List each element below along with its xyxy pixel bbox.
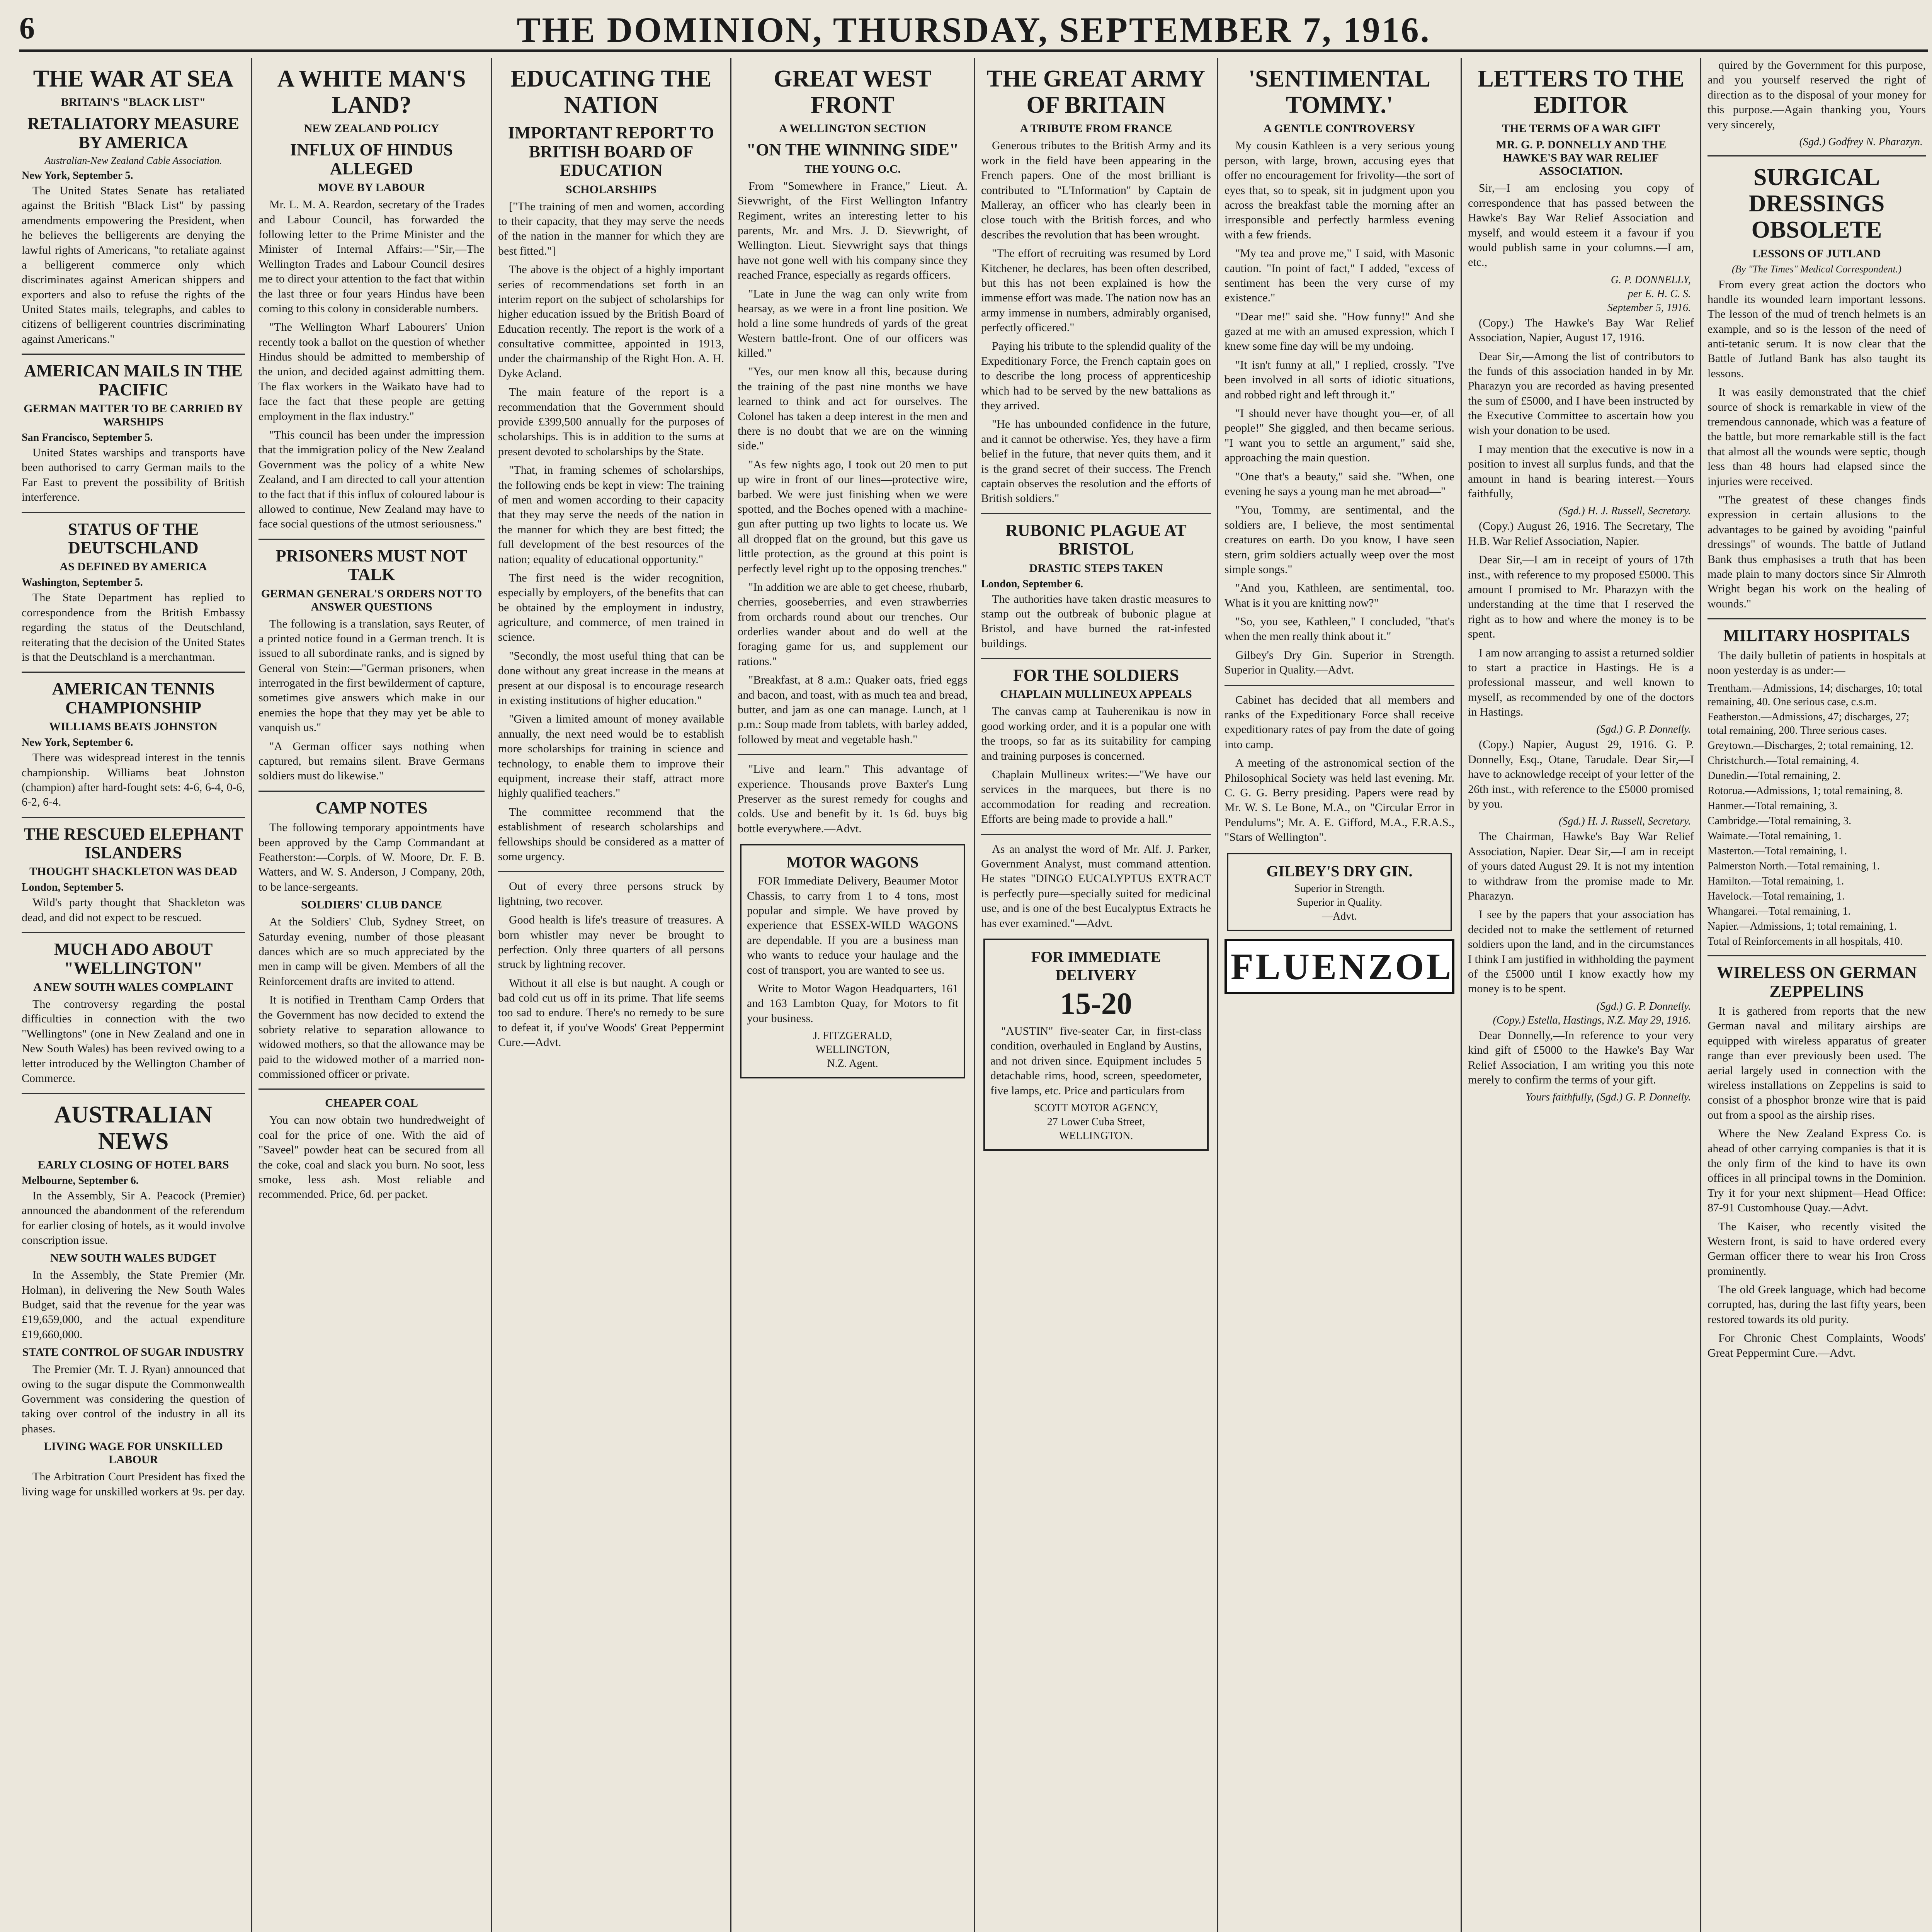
subhead: A WELLINGTON SECTION	[779, 122, 926, 135]
headline-educating: EDUCATING THE NATION	[510, 66, 712, 119]
subhead: GERMAN MATTER TO BE CARRIED BY WARSHIPS	[24, 402, 243, 429]
divider	[981, 513, 1211, 514]
dateline: Washington, September 5.	[22, 577, 143, 589]
letter-paragraph: Dear Sir,—Among the list of contributors to the funds of this association handed in by Mr. Pharazyn you are recorded as having presented the sum of £5000, and I have been instructed by the Executive Committee to ascertain how you wish your donation to be used.	[1468, 350, 1694, 437]
article-paragraph: The Kaiser, who recently visited the Western front, is said to have ordered every German officer there to wear his Iron Cross prominently.	[1708, 1220, 1926, 1277]
letter-paragraph: I am now arranging to assist a returned soldier to start a practice in Hastings. He is a professional masseur, and well known to myself, as recommended by one of the doctors in Hastings.	[1468, 646, 1694, 719]
article-paragraph: The first need is the wider recognition, especially by employers, of the benefits that can be obtained by the employment in industry, agriculture, and commerce, of men trained in science.	[498, 571, 724, 644]
ad-line: Superior in Strength.	[1294, 882, 1385, 895]
article-paragraph: The United States Senate has retaliated against the British "Black List" by passing amendments empowering the President, when he believes the belligerents are denying the lawful rights of Americans, "to retaliate against a belligerent commerce only which discriminates against American shippers and exporters and also to refuse the rights of the United States mails, telegraphs, and cables to citizens of belligerent countries discriminating against Americans."	[22, 184, 245, 345]
letter-paragraph: Dear Donnelly,—In reference to your very kind gift of £5000 to the Hawke's Bay War Relief Association, I am writing you this note merely to confirm the terms of your gift.	[1468, 1029, 1694, 1086]
fluenzol-advertisement: FLUENZOL	[1225, 939, 1454, 994]
subhead: PRISONERS MUST NOT TALK	[276, 546, 468, 584]
article-paragraph: "So, you see, Kathleen," I concluded, "that's when the men really think about it."	[1225, 615, 1454, 643]
column-great-army	[974, 58, 1217, 1932]
subhead: SOLDIERS' CLUB DANCE	[301, 898, 442, 912]
article-paragraph: "You, Tommy, are sentimental, and the soldiers are, I believe, the most sentimental creatures on earth. Do you know, I have seen stern, grim soldiers actually weep over the most simple songs."	[1225, 503, 1454, 576]
subhead: STATUS OF THE DEUTSCHLAND	[68, 519, 199, 557]
ad-title: MOTOR WAGONS	[786, 854, 919, 871]
article-paragraph: "I should never have thought you—er, of all people!" She giggled, and then became serious. "I want you to settle an argument," said she, approaching the main question.	[1225, 407, 1454, 464]
ad-signature: 27 Lower Cuba Street,	[1047, 1116, 1145, 1128]
headline-war-at-sea: THE WAR AT SEA	[33, 66, 234, 92]
page-number: 6	[19, 11, 35, 45]
article-paragraph: "My tea and prove me," I said, with Masonic caution. "In point of fact," I added, "excess of sentiment has been the very curse of my existence."	[1225, 247, 1454, 304]
divider	[738, 754, 968, 755]
column-war-at-sea	[15, 58, 251, 1932]
signature: (Sgd.) H. J. Russell, Secretary.	[1559, 815, 1691, 828]
article-paragraph: The Arbitration Court President has fixed the living wage for unskilled workers at 9s. per day.	[22, 1470, 245, 1498]
article-paragraph: "Secondly, the most useful thing that can be done without any great increase in the means at present at our disposal is to encourage research in existing institutions of higher education."	[498, 649, 724, 707]
divider	[259, 791, 485, 792]
signature: (Sgd.) G. P. Donnelly.	[1596, 1000, 1691, 1012]
subhead: GERMAN GENERAL'S ORDERS NOT TO ANSWER QUESTIONS	[261, 587, 482, 613]
subhead: AMERICAN TENNIS CHAMPIONSHIP	[52, 679, 215, 717]
article-paragraph: It was easily demonstrated that the chief source of shock is remarkable in view of the tremendous cannonade, which was a feature of the battle, but more remarkable still is the fact that almost all the wounds were septic, though less than 48 hours had elapsed since the injuries were received.	[1708, 386, 1926, 488]
headline-letters: LETTERS TO THE EDITOR	[1478, 66, 1684, 119]
divider	[259, 539, 485, 540]
dateline: New York, September 6.	[22, 736, 133, 749]
headline-surgical-dressings: SURGICAL DRESSINGS OBSOLETE	[1748, 164, 1885, 243]
subhead: "ON THE WINNING SIDE"	[746, 140, 959, 160]
divider	[498, 871, 724, 872]
subhead: LESSONS OF JUTLAND	[1752, 247, 1881, 260]
divider	[22, 1093, 245, 1094]
subhead: IMPORTANT REPORT TO BRITISH BOARD OF EDUCATION	[508, 123, 714, 180]
ad-line: —Advt.	[1322, 910, 1357, 922]
list-item: Napier.—Admissions, 1; total remaining, 1.	[1708, 920, 1897, 933]
ad-paragraph: FOR Immediate Delivery, Beaumer Motor Chassis, to carry from 1 to 4 tons, most popular and simple. We have proved by experience that ESSEX-WILD WAGONS are dependable. If you are a business man who wants to reduce your haulage and the cost of transport, you are wanted to see us.	[747, 874, 958, 976]
subhead: STATE CONTROL OF SUGAR INDUSTRY	[22, 1346, 245, 1359]
advertisement-text: Where the New Zealand Express Co. is ahead of other carrying companies is that it is the only firm of the kind to have its own offices in all principal towns in the Dominion. Try it for your next shipment—Head Office: 87-91 Customhouse Quay.—Advt.	[1708, 1127, 1926, 1214]
subhead: THE YOUNG O.C.	[804, 162, 901, 175]
article-paragraph: "The Wellington Wharf Labourers' Union recently took a ballot on the question of whether Hindus should be admitted to membership of the union, and decided against admitting them. The flax workers in the Waikato have had to face the fact that these people are getting employment in the flax industry."	[259, 321, 485, 423]
article-paragraph: The canvas camp at Tauherenikau is now in good working order, and it is a popular one with the troops, so far as its suitability for camping and training purposes is concerned.	[981, 705, 1211, 762]
signature: (Sgd.) Godfrey N. Pharazyn.	[1799, 136, 1923, 148]
subhead: CHAPLAIN MULLINEUX APPEALS	[1000, 688, 1192, 701]
subhead: THOUGHT SHACKLETON WAS DEAD	[29, 865, 237, 878]
subhead: A GENTLE CONTROVERSY	[1263, 122, 1416, 135]
article-paragraph: It is notified in Trentham Camp Orders that the Government has now decided to extend the sobriety relative to separation allowance to widowed mothers, so that the allowance may be paid to the widowed mother of a married non-commissioned officer or private.	[259, 993, 485, 1081]
ad-title: GILBEY'S DRY GIN.	[1266, 862, 1413, 880]
divider	[1225, 685, 1454, 686]
article-paragraph: Out of every three persons struck by lightning, two recover.	[498, 880, 724, 908]
signature: Yours faithfully, (Sgd.) G. P. Donnelly.	[1526, 1091, 1691, 1104]
newspaper-title: THE DOMINION, THURSDAY, SEPTEMBER 7, 1916.	[517, 10, 1431, 49]
article-paragraph: In the Assembly, Sir A. Peacock (Premier) announced the abandonment of the referendum for earlier closing of hotels, as it would involve conscription issue.	[22, 1189, 245, 1247]
divider	[22, 512, 245, 513]
article-paragraph: It is gathered from reports that the new German naval and military airships are equipped with wireless apparatus of greater range than ever previously been used. The aerial largely used in connection with the wireless installations on Zeppelins is said to consist of a phosphor bronze wire that is paid out from a spool as the airship rises.	[1708, 1005, 1926, 1121]
list-item: Dunedin.—Total remaining, 2.	[1708, 770, 1841, 782]
letter-paragraph: Sir,—I am enclosing you copy of correspondence that has passed between the Hawke's Bay War Relief Association and myself, and would esteem it a favour if you would publish same in your columns.—I am, etc.,	[1468, 182, 1694, 269]
divider	[259, 1088, 485, 1090]
gilbeys-gin-advertisement	[1227, 853, 1452, 931]
headline-australian-news: AUSTRALIAN NEWS	[54, 1102, 213, 1155]
subhead: THE RESCUED ELEPHANT ISLANDERS	[24, 824, 243, 862]
letter-paragraph: (Copy.) Napier, August 29, 1916. G. P. Donnelly, Esq., Otane, Tarudale. Dear Sir,—I have to acknowledge receipt of your letter of the 26th inst., with reference to the £5000 promised by you.	[1468, 738, 1694, 811]
subhead: FOR THE SOLDIERS	[1013, 666, 1179, 685]
headline-white-mans-land: A WHITE MAN'S LAND?	[277, 66, 466, 119]
advertisement-text: "Live and learn." This advantage of experience. Thousands prove Baxter's Lung Preserver as the surest remedy for coughs and colds. Use and benefit by it. 1s 6d. buys big bottle everywhere.—Advt.	[738, 763, 968, 835]
article-paragraph: The main feature of the report is a recommendation that the Government should provide £399,500 annually for the purposes of scholarships. This is in addition to the sums at present devoted to scholarships by the State.	[498, 386, 724, 458]
list-item: Masterton.—Total remaining, 1.	[1708, 845, 1847, 857]
ad-title: FOR IMMEDIATE DELIVERY	[1031, 948, 1161, 984]
divider	[22, 932, 245, 933]
letter-paragraph: quired by the Government for this purpose, and you yourself reserved the right of direction as to the disposal of your money for this purpose.—Again thanking you, Yours very sincerely,	[1708, 59, 1926, 131]
article-paragraph: "The greatest of these changes finds expression in certain allusions to the advantages to be gained by avoiding "painful dressings" of wounds. The battle of Jutland Bank thus emphasises a truth that has been made plain to many doctors since Sir Almroth Wright began his work on the healing of wounds."	[1708, 493, 1926, 610]
article-paragraph: "The effort of recruiting was resumed by Lord Kitchener, he declares, has been often described, but this has not been explained is how the immense effort was made. The nation now has an army immense in numbers, admirably organised, perfectly officered."	[981, 247, 1211, 334]
ad-signature: WELLINGTON,	[815, 1044, 890, 1056]
article-paragraph: Without it all else is but naught. A cough or bad cold cut us off in its prime. That life seems too sad to endure. There's no remedy to be sure to defeat it, if you've Woods' Great Peppermint Cure.—Advt.	[498, 976, 724, 1049]
subhead: RETALIATORY MEASURE BY AMERICA	[27, 114, 240, 152]
dateline: London, September 6.	[981, 578, 1083, 590]
subhead: INFLUX OF HINDUS ALLEGED	[290, 140, 453, 178]
letter-paragraph: (Copy.) The Hawke's Bay War Relief Association, Napier, August 17, 1916.	[1468, 316, 1694, 344]
list-item: Rotorua.—Admissions, 1; total remaining, 8.	[1708, 785, 1903, 797]
article-paragraph: "Given a limited amount of money available annually, the next need would be to establish more scholarships for training in science and technology, to enable them to improve their equipment, increase their staff, attract more highly qualified teachers."	[498, 713, 724, 800]
motor-wagons-advertisement	[740, 844, 965, 1078]
ad-signature: J. FITZGERALD,	[813, 1030, 892, 1042]
letter-paragraph: Dear Sir,—I am in receipt of yours of 17th inst., with reference to my proposed £5000. This amount I promised to Mr. Pharazyn with the understanding at the time that I reserved the right as to how and where the money is to be spent.	[1468, 553, 1694, 641]
subhead: RUBONIC PLAGUE AT BRISTOL	[1005, 520, 1187, 559]
subhead: AMERICAN MAILS IN THE PACIFIC	[24, 361, 243, 399]
subhead: CAMP NOTES	[315, 798, 428, 817]
article-paragraph: A meeting of the astronomical section of the Philosophical Society was held last evening. Mr. C. G. G. Berry presiding. Papers were read by Mr. W. S. Le Bone, M.A., on "Circular Error in Pendulums"; Mr. A. E. Gifford, M.A., F.R.A.S., "Stars of Wellington".	[1225, 757, 1454, 844]
ad-signature: N.Z. Agent.	[827, 1058, 878, 1070]
subhead: DRASTIC STEPS TAKEN	[1029, 561, 1163, 575]
column-educating	[491, 58, 730, 1932]
subhead: MOVE BY LABOUR	[318, 181, 425, 194]
headline-sentimental-tommy: 'SENTIMENTAL TOMMY.'	[1248, 66, 1430, 119]
list-item: Hanmer.—Total remaining, 3.	[1708, 800, 1838, 812]
advertisement-text: Gilbey's Dry Gin. Superior in Strength. Superior in Quality.—Advt.	[1225, 648, 1454, 677]
byline: (By "The Times" Medical Correspondent.)	[1732, 263, 1901, 275]
list-item: Total of Reinforcements in all hospitals, 410.	[1708, 935, 1903, 948]
subhead: AS DEFINED BY AMERICA	[60, 560, 207, 573]
article-paragraph: "And you, Kathleen, are sentimental, too. What is it you are knitting now?"	[1225, 582, 1454, 609]
subhead: CHEAPER COAL	[325, 1097, 418, 1110]
subhead: NEW SOUTH WALES BUDGET	[50, 1252, 216, 1265]
article-paragraph: Cabinet has decided that all members and ranks of the Expeditionary Force shall receive expeditionary rates of pay from the date of going into camp.	[1225, 693, 1454, 751]
article-paragraph: Mr. L. M. A. Reardon, secretary of the Trades and Labour Council, has forwarded the following letter to the Prime Minister and the Minister of Internal Affairs:—"Sir,—The Wellington Trades and Labour Council desires me to direct your attention to the fact that within the last three or four years Hindus have been coming to this colony in considerable numbers.	[259, 198, 485, 315]
column-surgical-dressings	[1700, 58, 1932, 1932]
subhead: BRITAIN'S "BLACK LIST"	[61, 96, 206, 109]
article-paragraph: "A German officer says nothing when captured, but remains silent. Brave Germans soldiers must do likewise."	[259, 740, 485, 782]
article-paragraph: ["The training of men and women, according to their capacity, that they may serve the needs of the nation in the manner for which they are best fitted."]	[498, 200, 724, 257]
article-paragraph: United States warships and transports have been authorised to carry German mails to the Far East to prevent the possibility of British interference.	[22, 446, 245, 504]
headline-great-army: THE GREAT ARMY OF BRITAIN	[986, 66, 1206, 119]
article-paragraph: "Yes, our men know all this, because during the training of the past nine months we have learned to think and act for ourselves. The Colonel has taken a deep interest in the men and there is no doubt that we are on the winning side."	[738, 365, 968, 452]
subhead: WILLIAMS BEATS JOHNSTON	[49, 720, 218, 733]
article-paragraph: Wild's party thought that Shackleton was dead, and did not expect to be rescued.	[22, 896, 245, 924]
article-paragraph: "This council has been under the impression that the immigration policy of the New Zealand Government was the policy of a white New Zealand, and I am directed to call your attention to the fact that if this influx of coloured labour is allowed to continue, New Zealand may have to face social questions of the utmost seriousness."	[259, 429, 485, 531]
article-paragraph: "It isn't funny at all," I replied, crossly. "I've been involved in all sorts of idiotic situations, and robbed right and left through it."	[1225, 358, 1454, 401]
list-item: Trentham.—Admissions, 14; discharges, 10; total remaining, 40. One serious case, c.s.m.	[1708, 682, 1923, 708]
divider	[981, 658, 1211, 659]
dateline: New York, September 5.	[22, 169, 133, 182]
list-item: Whangarei.—Total remaining, 1.	[1708, 905, 1851, 918]
hospital-list	[1708, 682, 1926, 948]
article-paragraph: The above is the object of a highly important series of recommendations set forth in an interim report on the subject of scholarships for higher education issued by the British Board of Education recently. The report is the work of a consultative committee, appointed in 1913, under the chairmanship of the Right Hon. A. H. Dyke Acland.	[498, 263, 724, 380]
dateline: Melbourne, September 6.	[22, 1174, 139, 1187]
list-item: Featherston.—Admissions, 47; discharges, 27; total remaining, 200. Three serious cases.	[1708, 711, 1910, 737]
advertisement-text: As an analyst the word of Mr. Alf. J. Parker, Government Analyst, must command attention. He states "DINGO EUCALYPTUS EXTRACT is perfectly pure—specially suited for medicinal use, and is one of the best Eucalyptus Extracts he has ever examined."—Advt.	[981, 842, 1211, 930]
article-paragraph: The following temporary appointments have been approved by the Camp Commandant at Featherston:—Corpls. of W. Moore, Dr. F. B. Watters, and W. S. Anderson, J Company, 20th, to be lance-sergeants.	[259, 821, 485, 893]
article-paragraph: From every great action the doctors who handle its wounded learn important lessons. The lesson of the mud of trench helmets is an example, and so is the lesson of the need of anti-tetanic serum. It is now clear that the Battle of Jutland Bank has also taught its lessons.	[1708, 278, 1926, 380]
list-item: Cambridge.—Total remaining, 3.	[1708, 815, 1852, 827]
article-paragraph: The daily bulletin of patients in hospitals at noon yesterday is as under:—	[1708, 649, 1926, 677]
masthead	[19, 7, 1928, 52]
list-item: Palmerston North.—Total remaining, 1.	[1708, 860, 1880, 872]
subhead: WIRELESS ON GERMAN ZEPPELINS	[1716, 963, 1917, 1001]
article-paragraph: Generous tributes to the British Army and its work in the field have been appearing in the French papers. One of the most brilliant is contributed to "L'Information" by Captain de Malleray, an officer who has clearly been in close touch with the British forces, and who describes the revolution that has been wrought.	[981, 139, 1211, 241]
article-paragraph: "He has unbounded confidence in the future, and it cannot be otherwise. Yes, they have a firm belief in the future, that never quits them, and it is the grand secret of their success. The French captain observes the resolution and the efforts of British soldiers."	[981, 418, 1211, 505]
article-paragraph: "In addition we are able to get cheese, rhubarb, cherries, gooseberries, and even strawberries from orchards round about our trenches. Our orderlies wander about and do well at the foraging game for us, and supplement our rations."	[738, 580, 968, 668]
dateline: San Francisco, September 5.	[22, 432, 153, 444]
divider	[22, 354, 245, 355]
divider	[1708, 618, 1926, 619]
signature: per E. H. C. S.	[1628, 287, 1691, 300]
ad-signature: SCOTT MOTOR AGENCY,	[1034, 1102, 1158, 1114]
subhead: MR. G. P. DONNELLY AND THE HAWKE'S BAY WAR RELIEF ASSOCIATION.	[1495, 138, 1667, 178]
signature: (Copy.) Estella, Hastings, N.Z. May 29, 1916.	[1493, 1014, 1691, 1026]
divider	[22, 817, 245, 818]
ad-line: Superior in Quality.	[1296, 896, 1383, 908]
article-paragraph: The authorities have taken drastic measures to stamp out the outbreak of bubonic plague at Bristol, and have burned the rat-infested buildings.	[981, 592, 1211, 650]
article-paragraph: The following is a translation, says Reuter, of a printed notice found in a German trench. It is issued to all subordinate ranks, and is signed by General von Stein:—"German prisoners, when interrogated in the first bewilderment of capture, sometimes give answers which make in our enemies the hope that they may yet be able to vanquish us."	[259, 617, 485, 734]
divider	[1708, 155, 1926, 156]
cable-credit: Australian-New Zealand Cable Association.	[44, 155, 222, 166]
column-letters	[1461, 58, 1700, 1932]
article-paragraph: You can now obtain two hundredweight of coal for the price of one. With the aid of "Saveel" powder heat can be secured from all the coke, coal and slack you burn. No soot, less smoke, less ash. Most reliable and recommended. Price, 6d. per packet.	[259, 1114, 485, 1201]
divider	[981, 834, 1211, 835]
article-paragraph: "One that's a beauty," said she. "When, one evening he says a young man he met abroad—"	[1225, 470, 1454, 498]
list-item: Hamilton.—Total remaining, 1.	[1708, 875, 1844, 888]
ad-signature: WELLINGTON.	[1059, 1129, 1133, 1142]
column-white-mans-land	[251, 58, 491, 1932]
article-paragraph: Good health is life's treasure of treasures. A born whistler may never be brought to perfection. Only three quarters of all persons struck by lightning recover.	[498, 913, 724, 971]
divider	[22, 672, 245, 673]
article-paragraph: "As few nights ago, I took out 20 men to put up wire in front of our lines—protective wire, barbed. We were just finishing when we were spotted, and the Boches opened with a machine-gun after putting up two lights to locate us. We all dropped flat on the ground, but this gave us little protection, as the ground at this point is perfectly level right up to the opposing trenches."	[738, 458, 968, 575]
letter-paragraph: (Copy.) August 26, 1916. The Secretary, The H.B. War Relief Association, Napier.	[1468, 520, 1694, 548]
subhead: MILITARY HOSPITALS	[1723, 626, 1910, 645]
article-paragraph: The Premier (Mr. T. J. Ryan) announced that owing to the sugar dispute the Commonwealth Government was considering the question of taking over control of the industry in all its phases.	[22, 1363, 245, 1435]
letter-paragraph: I see by the papers that your association has decided not to make the settlement of returned soldiers upon the land, and in the circumstances I think I am justified in withholding the payment of the £5000 until I know exactly how my money is to be spent.	[1468, 908, 1694, 995]
article-paragraph: The State Department has replied to correspondence from the British Embassy regarding the status of the Deutschland, reiterating that the decision of the United States is that the Deutschland is a merchantman.	[22, 591, 245, 663]
list-item: Greytown.—Discharges, 2; total remaining, 12.	[1708, 740, 1913, 752]
column-sentimental-tommy	[1217, 58, 1461, 1932]
article-paragraph: At the Soldiers' Club, Sydney Street, on Saturday evening, number of those pleasant dances which are so much appreciated by the men in camp will be given. Members of all the Reinforcement drafts are invited to attend.	[259, 915, 485, 988]
signature: September 5, 1916.	[1607, 301, 1691, 314]
subhead: SCHOLARSHIPS	[565, 183, 657, 196]
advertisement-text: For Chronic Chest Complaints, Woods' Great Peppermint Cure.—Advt.	[1708, 1332, 1926, 1359]
signature: G. P. DONNELLY,	[1611, 274, 1691, 286]
article-paragraph: The committee recommend that the establishment of research scholarships and fellowships should be considered as a matter of some urgency.	[498, 805, 724, 863]
letter-paragraph: The Chairman, Hawke's Bay War Relief Association, Napier. Dear Sir,—I am in receipt of yours dated August 29. It is not my intention to withdraw from the promise made to Mr. Pharazyn.	[1468, 830, 1694, 902]
article-paragraph: Chaplain Mullineux writes:—"We have our services in the marquees, but there is no accommodation for reading and recreation. Efforts are being made to provide a hall."	[981, 768, 1211, 826]
list-item: Waimate.—Total remaining, 1.	[1708, 830, 1842, 842]
signature: (Sgd.) H. J. Russell, Secretary.	[1559, 505, 1691, 517]
signature: (Sgd.) G. P. Donnelly.	[1596, 723, 1691, 736]
subhead: NEW ZEALAND POLICY	[304, 122, 439, 135]
dateline: London, September 5.	[22, 881, 124, 894]
austin-car-advertisement	[983, 939, 1209, 1151]
article-paragraph: My cousin Kathleen is a very serious young person, with large, brown, accusing eyes that offer no encouragement for frivolity—the sort of eyes that, so to speak, sit in judgment upon you across the breakfast table the morning after an irresponsible and perfectly harmless evening with a few friends.	[1225, 139, 1454, 241]
letter-paragraph: I may mention that the executive is now in a position to invest all surplus funds, and that the amount in hand is bearing interest.—Yours faithfully,	[1468, 442, 1694, 500]
subhead: THE TERMS OF A WAR GIFT	[1502, 122, 1660, 135]
divider	[1708, 955, 1926, 956]
ad-paragraph: Write to Motor Wagon Headquarters, 161 and 163 Lambton Quay, for Motors to fit your business.	[747, 982, 958, 1025]
subhead: A NEW SOUTH WALES COMPLAINT	[33, 981, 233, 994]
article-paragraph: The controversy regarding the postal difficulties in connection with the two "Wellingtons" (one in New Zealand and one in New South Wales) has been revived owing to a letter introduced by the Wellington Chamber of Commerce.	[22, 998, 245, 1085]
subhead: EARLY CLOSING OF HOTEL BARS	[37, 1158, 229, 1171]
article-paragraph: "Late in June the wag can only write from hearsay, as we were in a front line position. We hold a line some hundreds of yards of the great Western battle-front. One of our officers was killed."	[738, 287, 968, 360]
article-paragraph: Paying his tribute to the splendid quality of the Expeditionary Force, the French captain goes on to describe the long process of apprenticeship which had to be served by the new battalions as they arrived.	[981, 340, 1211, 412]
article-paragraph: "That, in framing schemes of scholarships, the following ends be kept in view: The training of men and women according to their capacity that they may serve the needs of the nation in the manner for which they are best fitted; the full development of the best resources of the nation; equality of educational opportunity."	[498, 464, 724, 566]
article-paragraph: There was widespread interest in the tennis championship. Williams beat Johnston (champion) after hard-fought sets: 4-6, 6-4, 0-6, 6-2, 6-4.	[22, 751, 245, 809]
subhead: MUCH ADO ABOUT "WELLINGTON"	[54, 940, 213, 978]
article-paragraph: "Dear me!" said she. "How funny!" And she gazed at me with an amused expression, which I knew some fine day will be my undoing.	[1225, 310, 1454, 353]
article-paragraph: In the Assembly, the State Premier (Mr. Holman), in delivering the New South Wales Budget, said that the revenue for the year was £19,659,000, and the actual expenditure £19,660,000.	[22, 1269, 245, 1341]
ad-model: 15-20	[1060, 986, 1132, 1021]
subhead: A TRIBUTE FROM FRANCE	[1020, 122, 1172, 135]
column-great-west-front	[730, 58, 974, 1932]
ad-paragraph: "AUSTIN" five-seater Car, in first-class condition, overhauled in England by Austins, and not driven since. Equipment includes 5 detachable rims, hood, screen, speedometer, five lamps, etc. Price and particulars from	[990, 1024, 1202, 1097]
article-paragraph: From "Somewhere in France," Lieut. A. Sievwright, of the First Wellington Infantry Regiment, writes an interesting letter to his parents, Mr. and Mrs. J. D. Sievwright, of Wellington. Lieut. Sievwright says that things have not gone well with his company since they reached France, especially as regards officers.	[738, 179, 968, 282]
headline-great-west-front: GREAT WEST FRONT	[774, 66, 932, 119]
list-item: Christchurch.—Total remaining, 4.	[1708, 755, 1859, 767]
list-item: Havelock.—Total remaining, 1.	[1708, 890, 1845, 903]
article-paragraph: The old Greek language, which had become corrupted, has, during the last fifty years, been restored towards its old purity.	[1708, 1283, 1926, 1326]
subhead: LIVING WAGE FOR UNSKILLED LABOUR	[44, 1440, 223, 1466]
article-paragraph: "Breakfast, at 8 a.m.: Quaker oats, fried eggs and bacon, and toast, with as much tea and bread, butter, and jam as one can manage. Lunch, at 1 p.m.: Soup made from tablets, with barley added, followed by meat and vegetable hash."	[738, 673, 968, 746]
